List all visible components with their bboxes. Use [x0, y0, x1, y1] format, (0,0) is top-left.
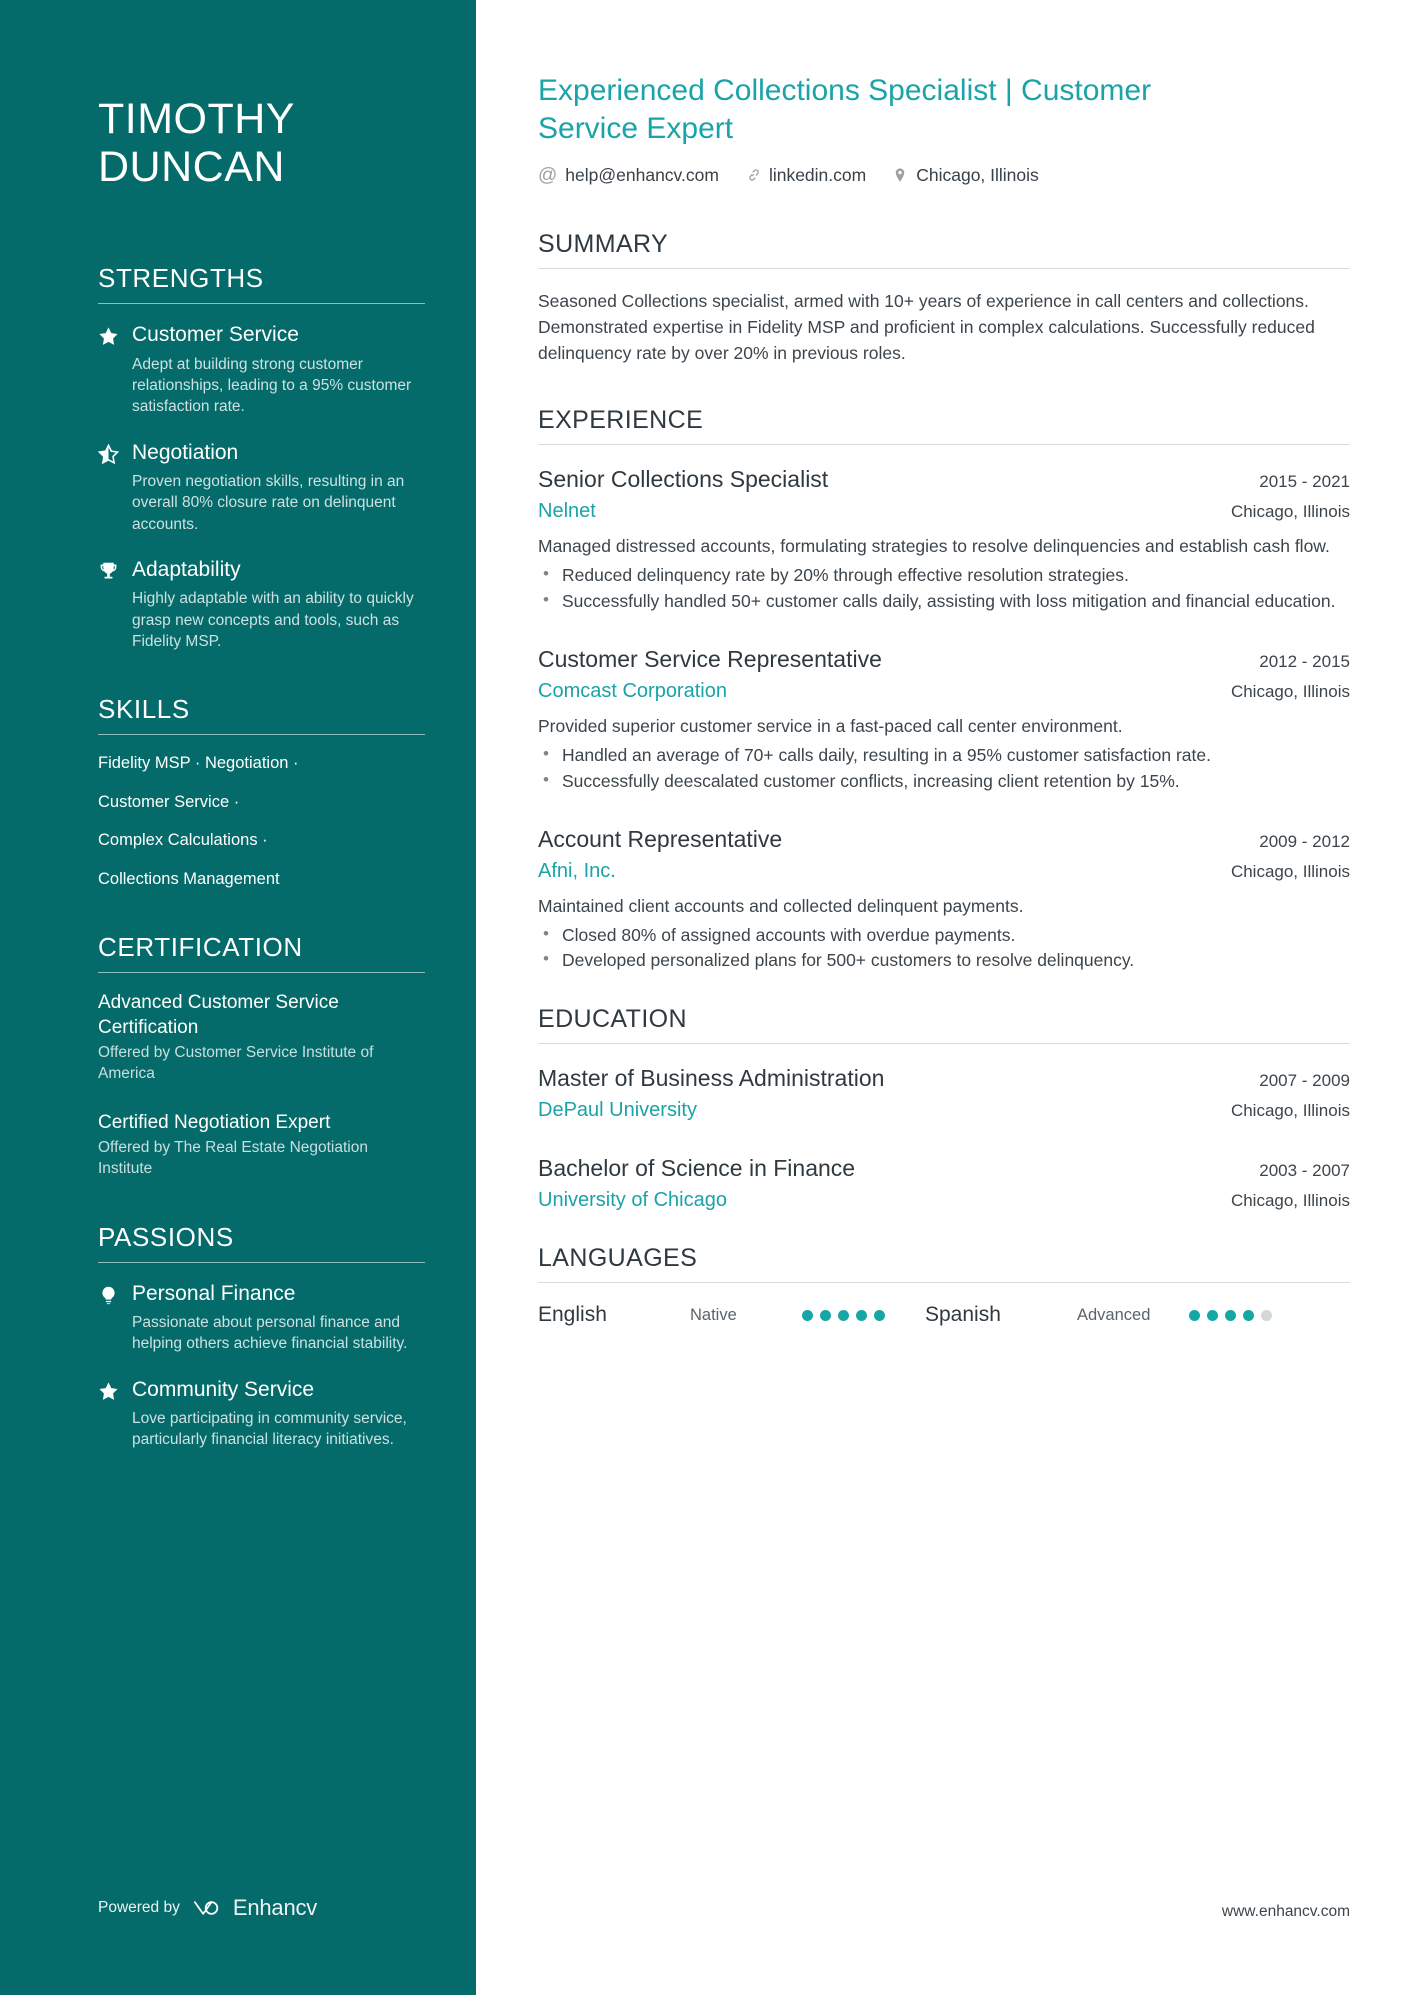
professional-headline: Experienced Collections Specialist | Customer Service Expert [538, 74, 1152, 146]
strength-description: Highly adaptable with an ability to quickly grasp new concepts and tools, such as Fidelity MSP. [132, 590, 414, 651]
job-bullets [538, 743, 1350, 794]
languages-heading: LANGUAGES [538, 1244, 698, 1273]
sidebar [0, 0, 485, 1995]
skills-section [98, 694, 425, 890]
job-title: Account Representative [538, 826, 783, 853]
proficiency-dot [802, 1310, 813, 1321]
passion-description: Passionate about personal finance and helping others achieve financial stability. [132, 1314, 408, 1353]
website-footer: www.enhancv.com [1221, 1903, 1350, 1920]
passion-description: Love participating in community service, particularly financial literacy initiatives. [132, 1410, 407, 1449]
candidate-name [98, 95, 425, 191]
passion-title: Community Service [132, 1377, 315, 1401]
degree-dates: 2003 - 2007 [1259, 1161, 1350, 1181]
experience-entry [538, 465, 1350, 613]
name-line-1: TIMOTHY [98, 95, 295, 143]
enhancv-brand-name: Enhancv [232, 1895, 318, 1920]
enhancv-mark-icon [192, 1898, 226, 1918]
job-dates: 2015 - 2021 [1259, 472, 1350, 492]
passion-item [98, 1281, 425, 1355]
proficiency-dot [1207, 1310, 1218, 1321]
certification-title: Advanced Customer Service Certification [98, 992, 339, 1038]
proficiency-dot [856, 1310, 867, 1321]
proficiency-dot [1225, 1310, 1236, 1321]
job-dates: 2012 - 2015 [1259, 652, 1350, 672]
language-name: English [538, 1303, 607, 1327]
passions-divider [98, 1262, 425, 1263]
strength-title: Negotiation [132, 440, 239, 464]
job-title: Senior Collections Specialist [538, 466, 829, 493]
contact-email-text: help@enhancv.com [565, 164, 719, 185]
certification-divider [98, 972, 425, 973]
proficiency-dot [820, 1310, 831, 1321]
strength-description: Proven negotiation skills, resulting in an overall 80% closure rate on delinquent accounts. [132, 472, 405, 533]
language-item [538, 1303, 885, 1327]
job-bullet: • Successfully handled 50+ customer calls daily, assisting with loss mitigation and financial education. [538, 589, 1350, 614]
degree-location: Chicago, Illinois [1230, 1101, 1350, 1121]
job-description: Provided superior customer service in a fast-paced call center environment. [538, 716, 1123, 737]
languages-section [538, 1244, 1350, 1327]
summary-heading: SUMMARY [538, 229, 669, 258]
main-content [485, 0, 1410, 1995]
skills-divider [98, 734, 425, 735]
skills-line: Customer Service · [98, 792, 240, 811]
education-divider [538, 1043, 1350, 1044]
contact-email[interactable] [538, 165, 719, 186]
contact-row [538, 165, 1350, 186]
strength-description: Adept at building strong customer relationships, leading to a 95% customer satisfaction rate. [132, 355, 412, 416]
certification-title: Certified Negotiation Expert [98, 1111, 331, 1133]
strength-item [98, 322, 425, 417]
contact-location [892, 165, 1039, 186]
degree-dates: 2007 - 2009 [1259, 1071, 1350, 1091]
experience-divider [538, 444, 1350, 445]
job-bullet: • Developed personalized plans for 500+ customers to resolve delinquency. [538, 948, 1350, 973]
education-entry [538, 1154, 1350, 1212]
proficiency-dot [1261, 1310, 1272, 1321]
degree-title: Master of Business Administration [538, 1065, 885, 1092]
certification-item [98, 991, 425, 1084]
strength-item [98, 440, 425, 535]
job-location: Chicago, Illinois [1230, 682, 1350, 702]
strengths-section [98, 263, 425, 652]
language-level: Advanced [1077, 1305, 1151, 1324]
at-icon: @ [538, 164, 558, 186]
contact-linkedin-text: linkedin.com [768, 164, 867, 185]
summary-divider [538, 268, 1350, 269]
proficiency-dot [874, 1310, 885, 1321]
star-filled-icon [98, 322, 132, 417]
skills-line: Complex Calculations · [98, 831, 268, 850]
strength-item [98, 557, 425, 652]
degree-location: Chicago, Illinois [1230, 1191, 1350, 1211]
skills-line: Fidelity MSP · Negotiation · [98, 754, 299, 773]
passions-section [98, 1222, 425, 1451]
passion-title: Personal Finance [132, 1281, 296, 1305]
proficiency-dot [1243, 1310, 1254, 1321]
language-level: Native [690, 1305, 737, 1324]
strength-title: Adaptability [132, 558, 241, 582]
star-half-icon [98, 440, 132, 535]
job-dates: 2009 - 2012 [1259, 832, 1350, 852]
powered-by-footer [98, 1895, 317, 1921]
education-entry [538, 1064, 1350, 1122]
job-bullet: • Reduced delinquency rate by 20% through effective resolution strategies. [538, 563, 1350, 588]
link-icon [745, 167, 761, 183]
degree-school: University of Chicago [538, 1189, 727, 1212]
lightbulb-icon [98, 1281, 132, 1355]
certification-heading: CERTIFICATION [98, 932, 303, 963]
languages-divider [538, 1282, 1350, 1283]
job-location: Chicago, Illinois [1230, 862, 1350, 882]
passion-item [98, 1377, 425, 1451]
powered-by-label: Powered by [98, 1899, 180, 1916]
degree-title: Bachelor of Science in Finance [538, 1155, 856, 1182]
languages-row [538, 1303, 1350, 1327]
summary-section [538, 230, 1350, 367]
certification-issuer: Offered by The Real Estate Negotiation Institute [98, 1138, 368, 1177]
proficiency-dot [1189, 1310, 1200, 1321]
trophy-icon [98, 557, 132, 652]
job-bullet: • Closed 80% of assigned accounts with overdue payments. [538, 923, 1350, 948]
name-line-2: DUNCAN [98, 143, 285, 192]
job-description: Maintained client accounts and collected delinquent payments. [538, 896, 1024, 917]
education-heading: EDUCATION [538, 1005, 687, 1034]
job-description: Managed distressed accounts, formulating strategies to resolve delinquencies and establish cash flow. [538, 536, 1330, 557]
proficiency-dot [838, 1310, 849, 1321]
job-bullets [538, 563, 1350, 614]
skills-heading: SKILLS [98, 694, 190, 725]
language-item [925, 1303, 1272, 1327]
job-company: Nelnet [538, 500, 596, 523]
job-company: Afni, Inc. [538, 860, 616, 883]
experience-section [538, 406, 1350, 973]
strengths-heading: STRENGTHS [98, 263, 264, 294]
job-bullet: • Successfully deescalated customer conflicts, increasing client retention by 15%. [538, 769, 1350, 794]
experience-entry [538, 645, 1350, 793]
experience-entry [538, 825, 1350, 973]
experience-heading: EXPERIENCE [538, 406, 704, 435]
job-location: Chicago, Illinois [1230, 502, 1350, 522]
certification-item [98, 1111, 425, 1180]
skills-line: Collections Management [98, 869, 280, 888]
summary-text: Seasoned Collections specialist, armed with 10+ years of experience in call centers and collections. Demonstrated expertise in Fidelity MSP and proficient in complex calculations. Successfully reduced delinquency rate by over 20% in previous roles. [538, 290, 1315, 363]
certification-section [98, 932, 425, 1180]
job-bullets [538, 923, 1350, 974]
strength-title: Customer Service [132, 323, 299, 347]
education-section [538, 1005, 1350, 1212]
passions-heading: PASSIONS [98, 1221, 234, 1252]
location-pin-icon [892, 167, 908, 183]
strengths-divider [98, 303, 425, 304]
language-name: Spanish [925, 1303, 1001, 1327]
job-bullet: • Handled an average of 70+ calls daily, resulting in a 95% customer satisfaction rate. [538, 743, 1350, 768]
job-title: Customer Service Representative [538, 646, 882, 673]
language-proficiency-dots [802, 1310, 885, 1321]
star-filled-icon [98, 1377, 132, 1451]
certification-issuer: Offered by Customer Service Institute of America [98, 1043, 374, 1082]
contact-location-text: Chicago, Illinois [916, 164, 1039, 185]
contact-linkedin[interactable] [745, 165, 866, 186]
degree-school: DePaul University [538, 1099, 697, 1122]
job-company: Comcast Corporation [538, 680, 727, 703]
enhancv-logo [192, 1895, 317, 1921]
language-proficiency-dots [1189, 1310, 1272, 1321]
